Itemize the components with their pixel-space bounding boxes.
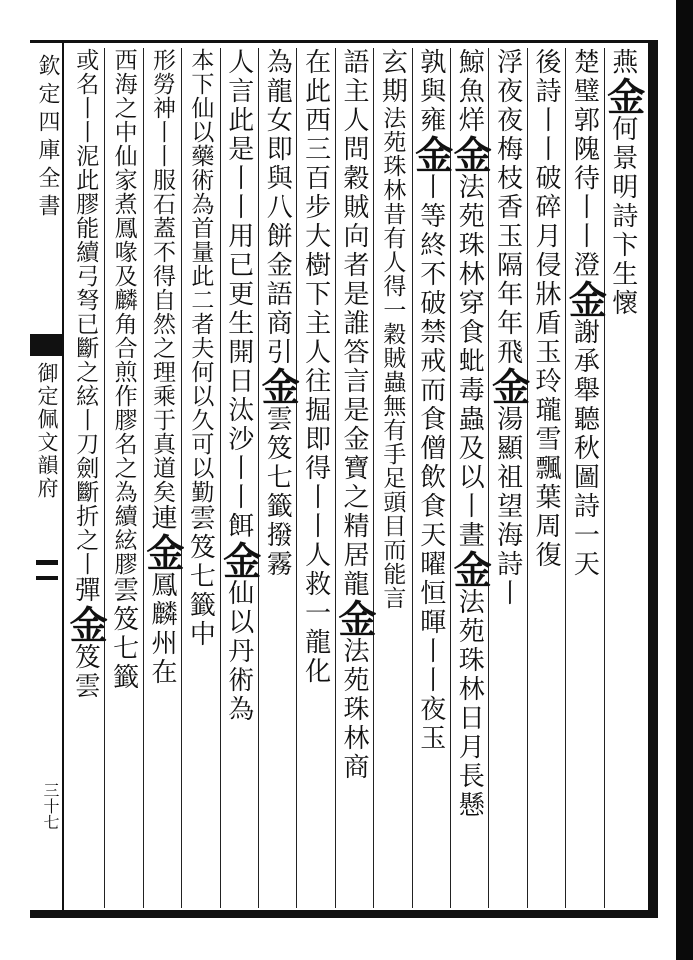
text-segment: 鯨魚 (454, 48, 485, 106)
text-segment: 西海之中仙家煮鳳喙及麟角合煎作膠名之為續絃膠 (110, 48, 137, 576)
text-segment: 玄期 (377, 48, 408, 106)
text-segment: 餌 (223, 512, 254, 541)
headword-radical: 金 (408, 135, 454, 173)
text-segment: 丨等終不破禁戒而食僧飲食 (415, 173, 446, 521)
text-column (296, 48, 335, 908)
text-column (104, 48, 143, 908)
book-title: 欽定四庫全書 (35, 54, 60, 222)
text-column (255, 48, 301, 908)
text-column (485, 48, 531, 908)
text-segment: 謝承舉聽秋圖詩一天 (569, 318, 600, 579)
text-segment: 為龍女即與八餅金語商 (262, 48, 293, 338)
text-column (181, 48, 220, 908)
text-column (562, 48, 608, 908)
text-segment: 引 (262, 338, 293, 367)
text-segment: 形勞神丨丨服石蓋不得自然之理乘于真道矣 (149, 48, 175, 504)
text-segment: 後詩丨丨破碎月侵牀盾玉玲瓏雪飄葉周復 (531, 48, 561, 570)
text-segment: 雲笈七籤撥霧 (262, 405, 293, 579)
text-segment: 語主人問穀賊向者是誰答言是金寶之精居 (339, 48, 369, 570)
text-segment: 法苑珠林商 (339, 637, 369, 782)
text-segment: 鳳麟州在 (147, 571, 177, 687)
fishtail-mark (36, 560, 58, 580)
text-column (140, 48, 185, 908)
headword-radical: 金 (600, 77, 646, 115)
headword-radical: 金 (485, 367, 531, 405)
scan-edge (676, 0, 693, 960)
text-segment: 湯顯祖望海詩丨 (492, 405, 523, 608)
text-segment: 何景明詩卞生懷 (607, 115, 638, 318)
text-segment: 雍 (415, 106, 446, 135)
fishtail-block (30, 334, 62, 356)
text-segment: 連 (147, 504, 177, 533)
text-column (447, 48, 493, 908)
text-column (63, 48, 109, 908)
text-column (600, 48, 646, 908)
text-segment: 人救一龍化 (300, 541, 331, 686)
text-segment: 雲笈七籤中 (185, 504, 216, 649)
text-segment: 雲笈七籤 (108, 576, 139, 692)
text-segment: 澄 (569, 251, 600, 280)
book-subtitle: 御定佩文韻府 (35, 362, 59, 500)
text-segment: 彈 (70, 576, 101, 605)
headword-radical: 金 (332, 599, 377, 637)
text-segment: 浮夜夜梅枝香玉隔年年 (492, 48, 523, 338)
text-segment: 法苑珠林昔有人得一穀賊蟲無有手足頭目而能言 (379, 106, 406, 610)
text-segment: 法苑珠林日月長懸 (454, 588, 485, 820)
headword-radical: 金 (216, 541, 262, 579)
text-column (408, 48, 454, 908)
text-segment: 楚璧郭隗待丨丨 (569, 48, 600, 251)
text-columns (63, 48, 646, 908)
text-column (527, 48, 566, 908)
headword-radical: 金 (447, 135, 493, 173)
headword-radical: 金 (140, 533, 185, 571)
headword-radical: 金 (63, 605, 109, 643)
text-segment: 龍 (339, 570, 369, 599)
text-column (373, 48, 412, 908)
margin-strip (30, 40, 64, 918)
text-segment: 燕 (607, 48, 638, 77)
text-segment: 孰與 (415, 48, 446, 106)
text-segment: 法苑珠林穿食蚍毒蟲及以丨 (454, 173, 485, 521)
text-column (216, 48, 262, 908)
page-number: 三十七 (41, 782, 60, 830)
text-segment: 在此西三百步大樹下主人往掘即得丨丨 (300, 48, 331, 541)
text-segment: 晝 (454, 521, 485, 550)
headword-radical: 金 (562, 280, 608, 318)
text-segment: 天曜恒暉丨丨夜玉 (415, 521, 446, 753)
text-segment: 本下仙以藥術為首量此二者夫何以久可以勤 (187, 48, 214, 504)
text-segment: 或名丨丨泥此膠能續弓弩已斷之絃丨刀劍斷折之丨 (72, 48, 99, 576)
headword-radical: 金 (255, 367, 301, 405)
text-segment: 人言此是丨丨用已更生 (223, 48, 254, 338)
text-segment: 烊 (454, 106, 485, 135)
text-segment: 飛 (492, 338, 523, 367)
text-column (332, 48, 377, 908)
headword-radical: 金 (447, 550, 493, 588)
text-segment: 仙以丹術為 (223, 579, 254, 724)
text-segment: 開日汰沙丨丨 (223, 338, 254, 512)
text-segment: 笈雲 (70, 643, 101, 701)
